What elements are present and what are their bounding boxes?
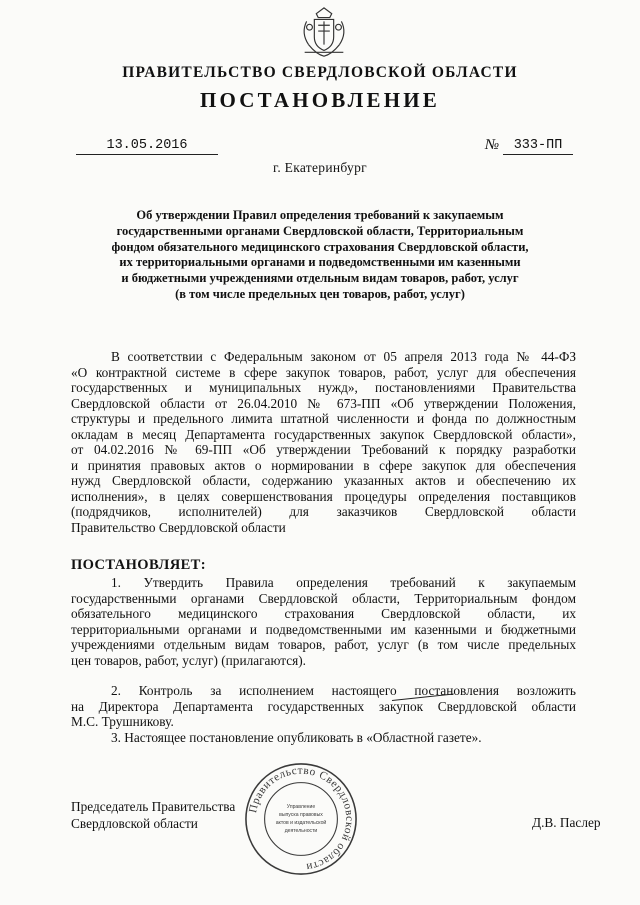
text-line: 2. Контроль за исполнением настоящего постановления возложить [111,683,576,698]
text-line: цен товаров, работ, услуг) (прилагаются). [71,652,306,668]
seal-inner-line: актов и издательской [275,819,327,826]
text-line: и принятия правовых актов о нормировании в сфере закупок для обеспечения [71,457,576,473]
text-line: Правительство Свердловской области [71,520,286,536]
subject-line: государственными органами Свердловской области, Территориальным [116,223,524,238]
svg-text:Правительство Свердловской обл [247,765,355,873]
subject-line: (в том числе предельных цен товаров, работ, услуг) [175,286,465,301]
document-type: ПОСТАНОВЛЕНИЕ [199,88,441,112]
subject-line: их территориальными органами и подведомственными им казенными [119,255,521,270]
text-line: Свердловской области от 26.04.2010 № 673-ПП «Об утверждении Положения, [71,395,576,411]
text-line: 1. Утвердить Правила определения требований к закупаемым [111,575,576,590]
official-seal-stamp [242,760,360,878]
subject-line: и бюджетными учреждениями отдельным видам товаров, работ, услуг [121,271,519,286]
text-line: на Директора Департамента государственных закупок Свердловской области [71,698,576,714]
text-line: территориальными органами и подведомственными им казенными и бюджетными [71,621,576,637]
text-line: (подрядчиков, исполнителей) для заказчиков Свердловской области [71,504,576,520]
text-line: государственными органами Свердловской области, Территориальным фондом [71,590,576,606]
city: г. Екатеринбург [273,160,367,175]
decree-word: ПОСТАНОВЛЯЕТ: [71,557,206,573]
text-line: от 04.02.2016 № 69-ПП «Об утверждении Требований к порядку разработки [71,442,576,458]
text-line: государственных и муниципальных нужд», постановлениями Правительства [71,380,576,396]
government-title: ПРАВИТЕЛЬСТВО СВЕРДЛОВСКОЙ ОБЛАСТИ [122,64,518,81]
text-line: исполнения», в целях совершенствования процедуры определения поставщиков [71,488,576,504]
subject-line: Об утверждении Правил определения требований к закупаемым [136,208,504,222]
seal-inner-line: Управление [286,804,316,811]
document-subject [90,208,550,303]
text-line: обязательного медицинского страхования Свердловской области, их [71,606,576,622]
subject-line: фондом обязательного медицинского страхования Свердловской области, [111,239,529,254]
text-line: 3. Настоящее постановление опубликовать в «Областной газете». [111,730,482,745]
document-date: 13.05.2016 [76,138,218,155]
text-line: структуры и предельного лимита штатной численности и фонда по должностным [71,411,576,427]
item-3-paragraph [71,730,576,746]
text-line: учреждениями отдельным видам товаров, работ, услуг (в том числе предельных [71,637,576,653]
text-line: «О контрактной системе в сфере закупок товаров, работ, услуг для обеспечения [71,364,576,380]
document-number: 333-ПП [503,138,573,155]
item-2-paragraph [71,683,576,730]
signatory-position-line: Свердловской области [71,816,198,831]
seal-inner-line: выпуска правовых [279,812,323,819]
seal-ring-text: Правительство Свердловской области [247,764,356,874]
text-line: окладам в месяц Департамента государственных закупок Свердловской области», [71,426,576,442]
text-line: В соответствии с Федеральным законом от 05 апреля 2013 года № 44-ФЗ [111,349,576,364]
signatory-position [71,798,235,832]
signatory-position-line: Председатель Правительства [71,799,236,814]
preamble-paragraph [71,349,576,536]
text-line: М.С. Трушникову. [71,714,174,730]
text-line: нужд Свердловской области, содержанию указанных актов и обеспечению их [71,473,576,489]
coat-of-arms-icon [295,4,353,62]
signatory-name: Д.В. Паслер [532,815,601,830]
number-sign: № [485,137,500,153]
item-1-paragraph [71,575,576,668]
seal-inner-line: деятельности [284,827,318,834]
